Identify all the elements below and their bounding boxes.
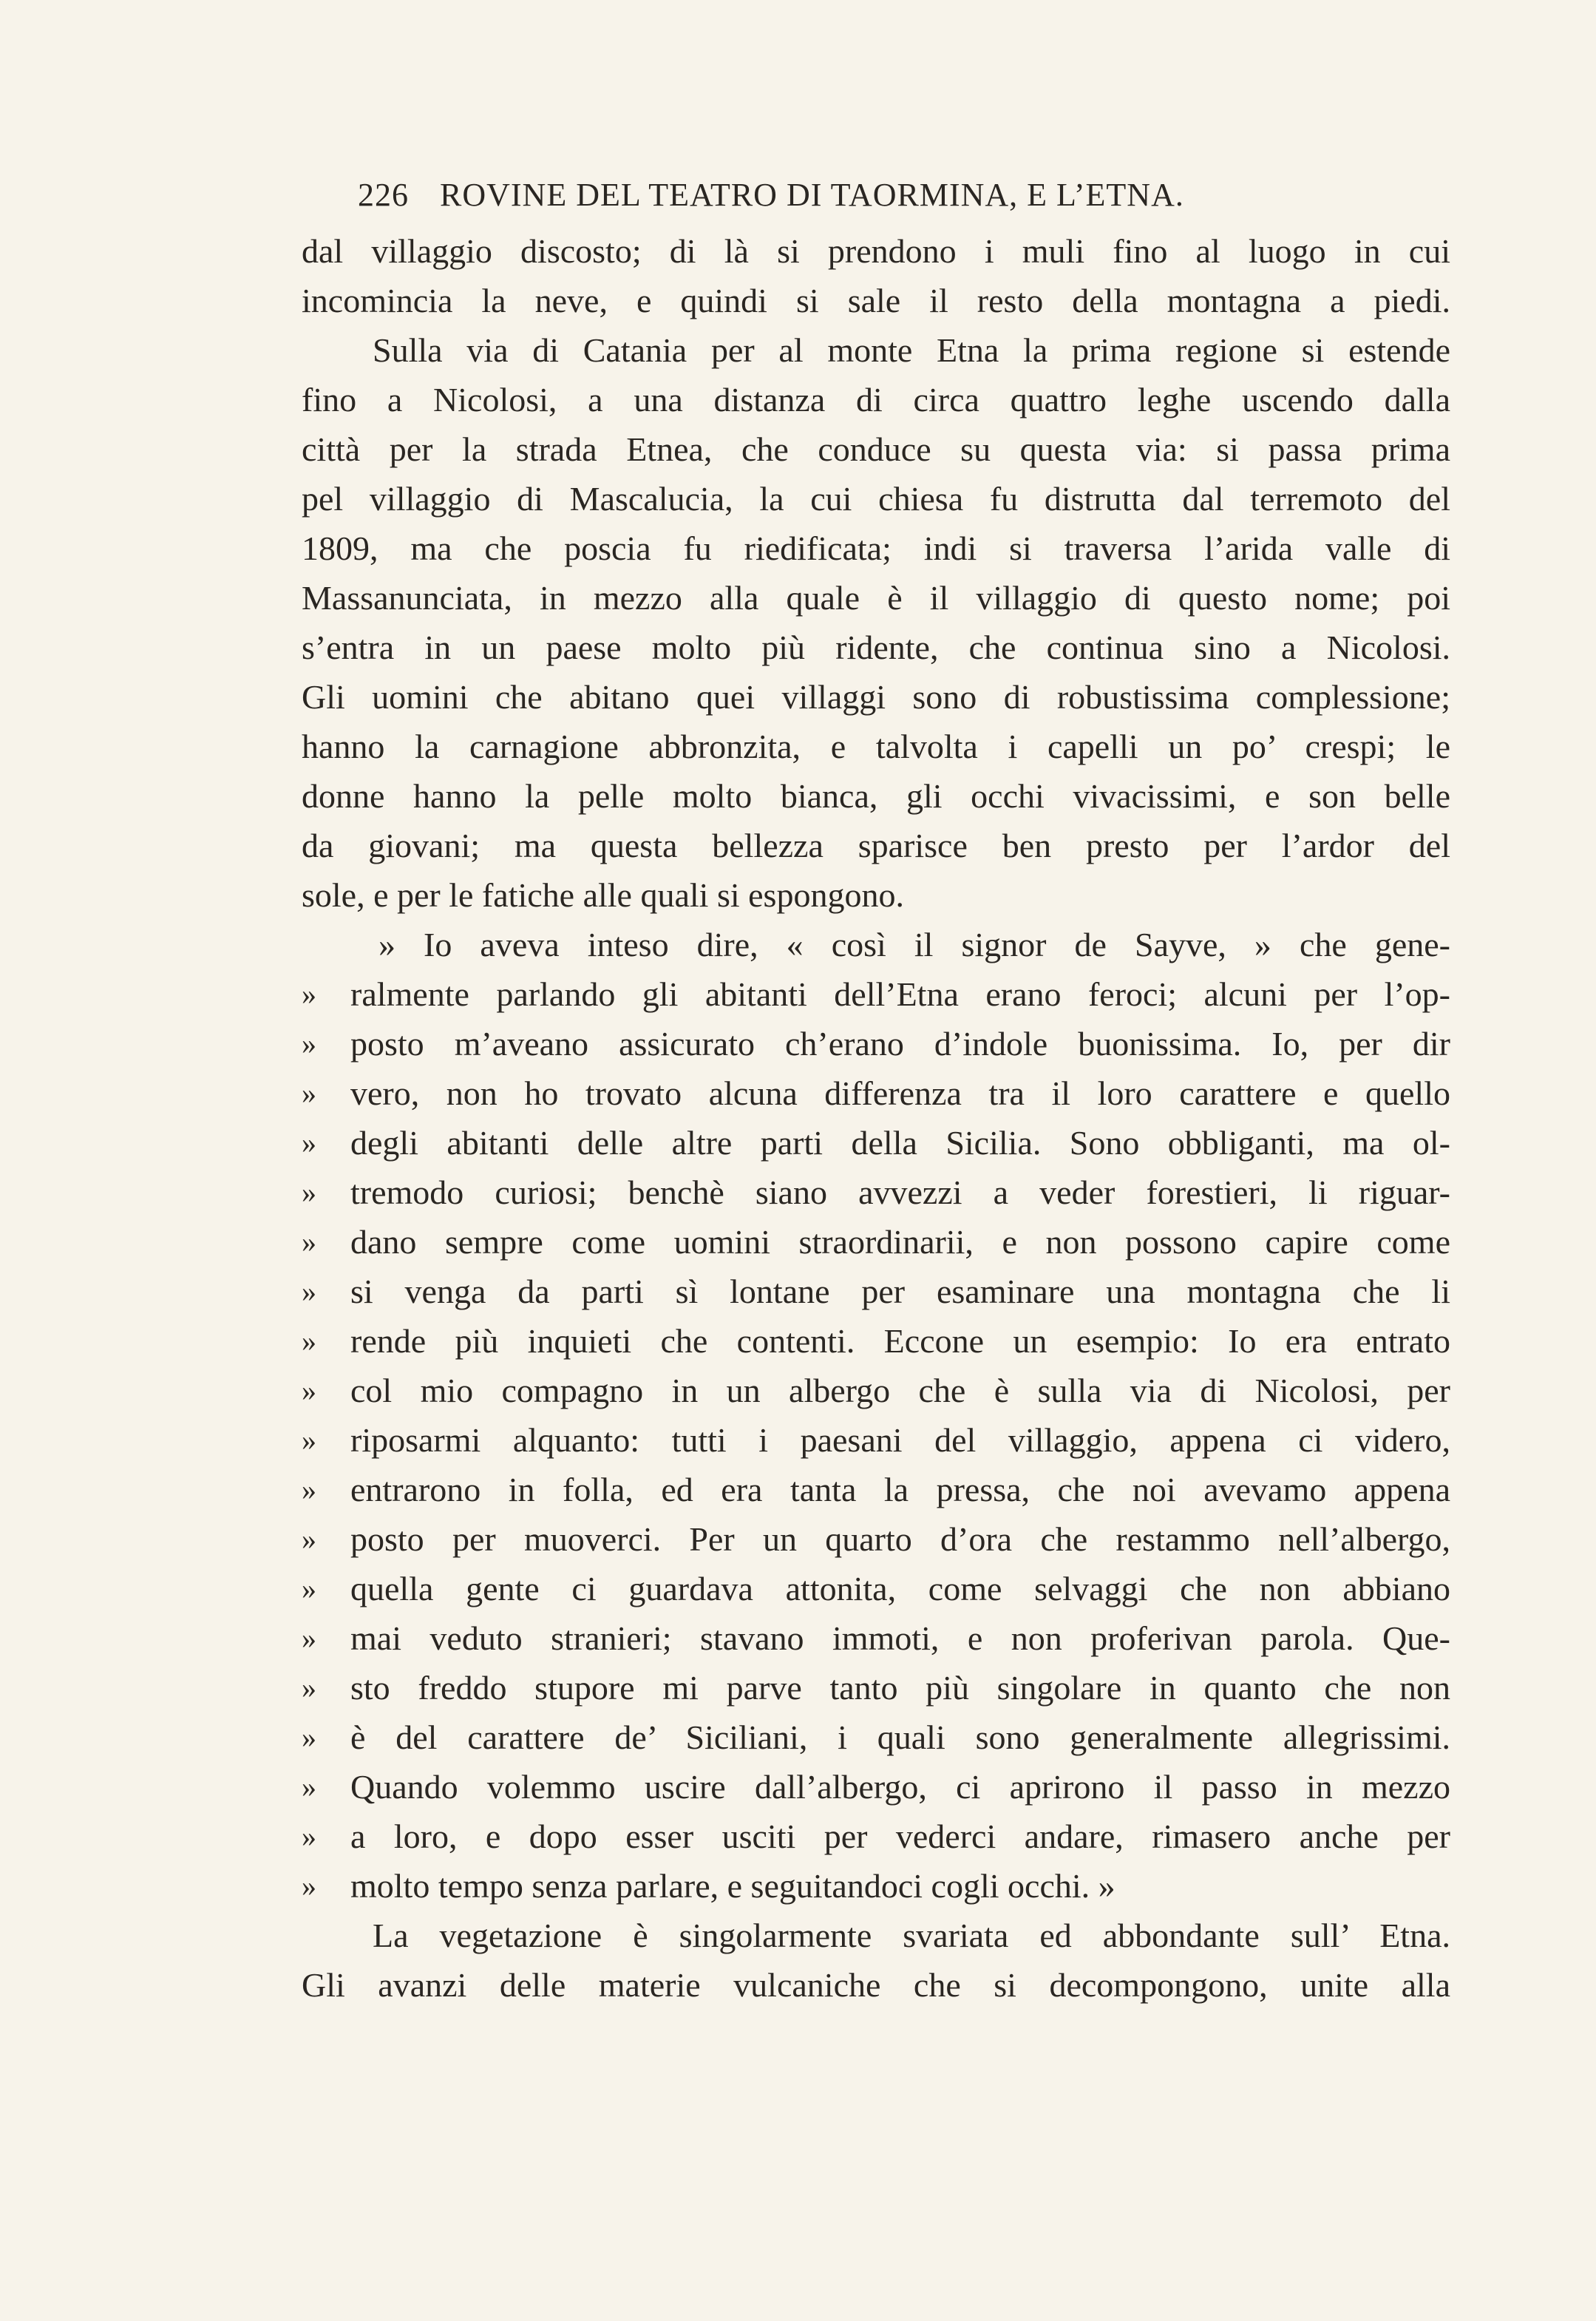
running-header [358,176,1282,214]
quote-mark: » [302,1671,316,1704]
quote-line-text: mai veduto stranieri; stavano immoti, e non proferivan parola. Que- [350,1619,1450,1657]
quote-mark: » [302,1176,316,1209]
running-title: ROVINE DEL TEATRO DI TAORMINA, E L’ETNA. [440,177,1184,213]
quote-mark: » [302,1770,316,1803]
quote-mark: » [302,1225,316,1258]
quote-line-text: posto per muoverci. Per un quarto d’ora che restammo nell’albergo, [350,1520,1450,1558]
quote-line-text: Quando volemmo uscire dall’albergo, ci aprirono il passo in mezzo [350,1768,1450,1806]
quote-line [302,1267,1450,1316]
quote-line-text: posto m’aveano assicurato ch’erano d’indole buonissima. Io, per dir [350,1025,1450,1063]
quote-line-text: a loro, e dopo esser usciti per vederci andare, rimasero anche per [350,1817,1450,1855]
quote-line-text: molto tempo senza parlare, e seguitandoci cogli occhi. » [350,1867,1115,1905]
quote-line [302,1762,1450,1812]
quote-line-text: dano sempre come uomini straordinarii, e non possono capire come [350,1223,1450,1261]
quote-line [302,1019,1450,1068]
quote-line [302,1415,1450,1465]
quote-mark: » [302,1473,316,1506]
text-line: Massanunciata, in mezzo alla quale è il villaggio di questo nome; poi [302,579,1450,617]
text-line: hanno la carnagione abbronzita, e talvolta i capelli un po’ crespi; le [302,728,1450,765]
quote-mark: » [302,1027,316,1060]
paragraph-start-line: Sulla via di Catania per al monte Etna la prima regione si estende [373,331,1450,369]
quote-mark: » [302,1374,316,1407]
text-line: da giovani; ma questa bellezza sparisce ben presto per l’ardor del [302,827,1450,864]
quote-line [302,1613,1450,1663]
quote-mark: » [302,1869,316,1902]
quote-line [302,1712,1450,1762]
body-text [302,226,1450,2010]
quote-end-line [302,1861,1450,1911]
quote-line-text: rende più inquieti che contenti. Eccone un esempio: Io era entrato [350,1322,1450,1360]
text-line: Gli avanzi delle materie vulcaniche che si decompongono, unite alla [302,1966,1450,2004]
text-line: fino a Nicolosi, a una distanza di circa quattro leghe uscendo dalla [302,381,1450,419]
quote-line-text: col mio compagno in un albergo che è sulla via di Nicolosi, per [350,1372,1450,1409]
page-number: 226 [358,177,409,213]
quote-line-text: entrarono in folla, ed era tanta la pressa, che noi avevamo appena [350,1471,1450,1508]
quote-mark: » [302,977,316,1011]
quote-line [302,1068,1450,1118]
quote-mark: » [302,1324,316,1358]
quote-line-text: riposarmi alquanto: tutti i paesani del villaggio, appena ci videro, [350,1421,1450,1459]
quote-start-line: » Io aveva inteso dire, « così il signor de Sayve, » che gene- [378,926,1450,963]
text-line: 1809, ma che poscia fu riedificata; indi si traversa l’arida valle di [302,529,1450,567]
quote-line [302,969,1450,1019]
text-line: donne hanno la pelle molto bianca, gli occhi vivacissimi, e son belle [302,777,1450,815]
quote-mark: » [302,1423,316,1457]
quote-line [302,1118,1450,1168]
paragraph-start-line: La vegetazione è singolarmente svariata ed abbondante sull’ Etna. [373,1917,1450,1954]
quote-mark: » [302,1572,316,1605]
quote-line-text: quella gente ci guardava attonita, come selvaggi che non abbiano [350,1570,1450,1607]
text-line: dal villaggio discosto; di là si prendono i muli fino al luogo in cui [302,232,1450,270]
quote-line-text: sto freddo stupore mi parve tanto più singolare in quanto che non [350,1669,1450,1707]
text-line: città per la strada Etnea, che conduce su questa via: si passa prima [302,430,1450,468]
text-line: incomincia la neve, e quindi si sale il resto della montagna a piedi. [302,282,1450,319]
quote-mark: » [302,1721,316,1754]
quote-mark: » [302,1622,316,1655]
quote-mark: » [302,1077,316,1110]
quote-line-text: vero, non ho trovato alcuna differenza tra il loro carattere e quello [350,1074,1450,1112]
quote-line [302,1514,1450,1564]
quote-line [302,1168,1450,1217]
text-line: pel villaggio di Mascalucia, la cui chiesa fu distrutta dal terremoto del [302,480,1450,518]
quote-mark: » [302,1126,316,1159]
text-line: Gli uomini che abitano quei villaggi sono di robustissima complessione; [302,678,1450,716]
quote-line [302,1316,1450,1366]
quote-line-text: si venga da parti sì lontane per esaminare una montagna che li [350,1273,1450,1310]
quote-line [302,1217,1450,1267]
quote-line-text: tremodo curiosi; benchè siano avvezzi a veder forestieri, li riguar- [350,1173,1450,1211]
quote-mark: » [302,1820,316,1853]
quote-line [302,1465,1450,1514]
quote-line [302,1812,1450,1861]
quote-line [302,1663,1450,1712]
paragraph-end-line: sole, e per le fatiche alle quali si espongono. [302,876,904,914]
quote-line-text: ralmente parlando gli abitanti dell’Etna erano feroci; alcuni per l’op- [350,975,1450,1013]
quote-line [302,1366,1450,1415]
quote-mark: » [302,1275,316,1308]
quote-line-text: è del carattere de’ Siciliani, i quali sono generalmente allegrissimi. [350,1718,1450,1756]
quote-line-text: degli abitanti delle altre parti della Sicilia. Sono obbliganti, ma ol- [350,1124,1450,1162]
quote-mark: » [302,1522,316,1556]
text-line: s’entra in un paese molto più ridente, che continua sino a Nicolosi. [302,628,1450,666]
quote-line [302,1564,1450,1613]
